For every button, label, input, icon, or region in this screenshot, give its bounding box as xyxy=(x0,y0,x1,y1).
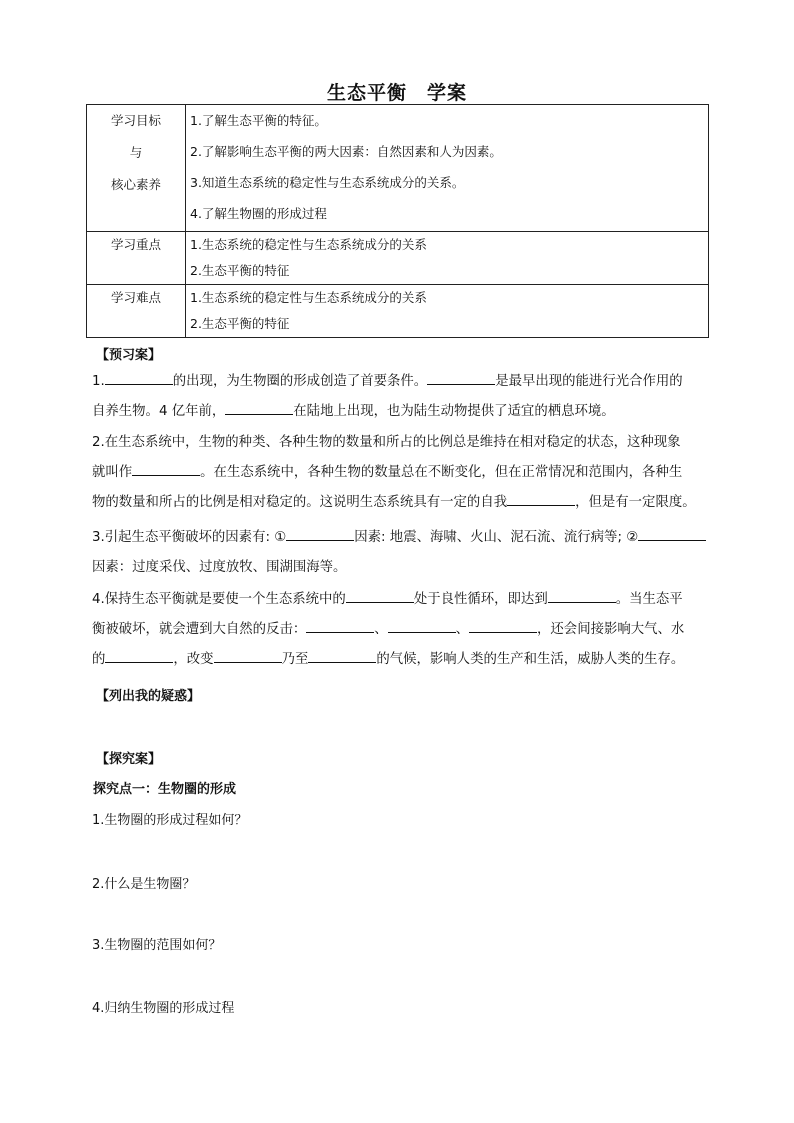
key-points-label: 学习重点 xyxy=(110,237,161,252)
text-run: 、 xyxy=(374,622,388,637)
key-point-item: 1.生态系统的稳定性与生态系统成分的关系 xyxy=(190,237,427,252)
table-row xyxy=(87,105,709,232)
preview-paragraph-2 xyxy=(92,428,707,518)
question-item: 2.什么是生物圈？ xyxy=(92,877,196,892)
question-item: 1.生物圈的形成过程如何？ xyxy=(92,813,248,828)
question-item: 4.归纳生物圈的形成过程 xyxy=(92,1001,235,1016)
text-run: 。在生态系统中，各种生物的数量总在不断变化，但在正常情况和范围内，各种生 xyxy=(200,465,683,480)
text-run: 物的数量和所占的比例是相对稳定的。这说明生态系统具有一定的自我 xyxy=(92,495,508,510)
fill-blank[interactable] xyxy=(214,648,282,663)
key-points-label-cell xyxy=(87,232,186,285)
difficulties-content-cell xyxy=(186,285,709,338)
key-point-item: 2.生态平衡的特征 xyxy=(190,263,290,278)
goal-item: 2.了解影响生态平衡的两大因素：自然因素和人为因素。 xyxy=(190,144,502,159)
key-points-content-cell xyxy=(186,232,709,285)
fill-blank[interactable] xyxy=(548,588,616,603)
difficulty-item: 2.生态平衡的特征 xyxy=(190,316,290,331)
text-run: ，但是有一定限度。 xyxy=(575,495,696,510)
text-run: 2.在生态系统中，生物的种类、各种生物的数量和所占的比例总是维持在相对稳定的状态，这种现象 xyxy=(92,435,681,450)
text-run: 、 xyxy=(455,622,470,637)
difficulties-label: 学习难点 xyxy=(110,290,161,305)
fill-blank[interactable] xyxy=(306,618,374,633)
text-run: 的气候，影响人类的生产和生活，威胁人类的生存。 xyxy=(376,652,685,667)
text-run: 衡被破坏，就会遭到大自然的反击： xyxy=(92,622,307,637)
goals-label-line: 学习目标 xyxy=(110,113,161,128)
preview-paragraph-4 xyxy=(92,585,707,675)
fill-blank[interactable] xyxy=(105,370,173,385)
fill-blank[interactable] xyxy=(346,588,414,603)
goals-content-cell xyxy=(186,105,709,232)
text-run: ，还会间接影响大气、水 xyxy=(537,622,685,637)
fill-blank[interactable] xyxy=(388,618,456,633)
text-run: 1. xyxy=(92,374,105,389)
table-row xyxy=(87,232,709,285)
goal-item: 4.了解生物圈的形成过程 xyxy=(190,206,327,221)
goal-item: 3.知道生态系统的稳定性与生态系统成分的关系。 xyxy=(190,175,465,190)
text-run: 乃至 xyxy=(281,652,309,667)
preview-paragraph-1 xyxy=(92,367,707,427)
question-item: 3.生物圈的范围如何？ xyxy=(92,938,222,953)
goal-item: 1.了解生态平衡的特征。 xyxy=(190,113,327,128)
difficulty-item: 1.生态系统的稳定性与生态系统成分的关系 xyxy=(190,290,427,305)
fill-blank[interactable] xyxy=(225,400,293,415)
text-run: 就叫作 xyxy=(92,465,133,480)
difficulties-label-cell xyxy=(87,285,186,338)
fill-blank[interactable] xyxy=(286,526,354,541)
fill-blank[interactable] xyxy=(132,461,200,476)
fill-blank[interactable] xyxy=(308,648,376,663)
text-run: ，改变 xyxy=(173,652,214,667)
fill-blank[interactable] xyxy=(507,491,575,506)
fill-blank[interactable] xyxy=(427,370,495,385)
text-run: 4.保持生态平衡就是要使一个生态系统中的 xyxy=(92,592,346,607)
explore-point-title: 探究点一：生物圈的形成 xyxy=(93,782,237,797)
text-run: 的出现，为生物圈的形成创造了首要条件。 xyxy=(172,374,428,389)
text-run: 处于良性循环，即达到 xyxy=(413,592,548,607)
text-run: 。当生态平 xyxy=(615,592,683,607)
preview-heading: 【预习案】 xyxy=(96,348,162,363)
goals-table xyxy=(86,104,709,338)
explore-heading: 【探究案】 xyxy=(96,752,162,767)
fill-blank[interactable] xyxy=(469,618,537,633)
text-run: 在陆地上出现，也为陆生动物提供了适宜的栖息环境。 xyxy=(293,404,615,419)
preview-paragraph-3 xyxy=(92,523,707,583)
page-title: 生态平衡 学案 xyxy=(326,82,467,104)
text-run: 的 xyxy=(92,652,106,667)
goals-label-cell xyxy=(87,105,186,232)
fill-blank[interactable] xyxy=(638,526,706,541)
table-row xyxy=(87,285,709,338)
text-run: 因素: 地震、海啸、火山、泥石流、流行病等; ② xyxy=(354,530,639,545)
text-run: 因素：过度采伐、过度放牧、围湖围海等。 xyxy=(92,560,347,575)
text-run: 是最早出现的能进行光合作用的 xyxy=(495,374,683,389)
text-run: 自养生物。4 亿年前， xyxy=(92,404,226,419)
goals-label-line: 与 xyxy=(129,145,143,160)
fill-blank[interactable] xyxy=(105,648,173,663)
text-run: 3.引起生态平衡破坏的因素有: ① xyxy=(92,530,287,545)
goals-label-line: 核心素养 xyxy=(110,177,161,192)
doubts-heading: 【列出我的疑惑】 xyxy=(96,689,201,704)
